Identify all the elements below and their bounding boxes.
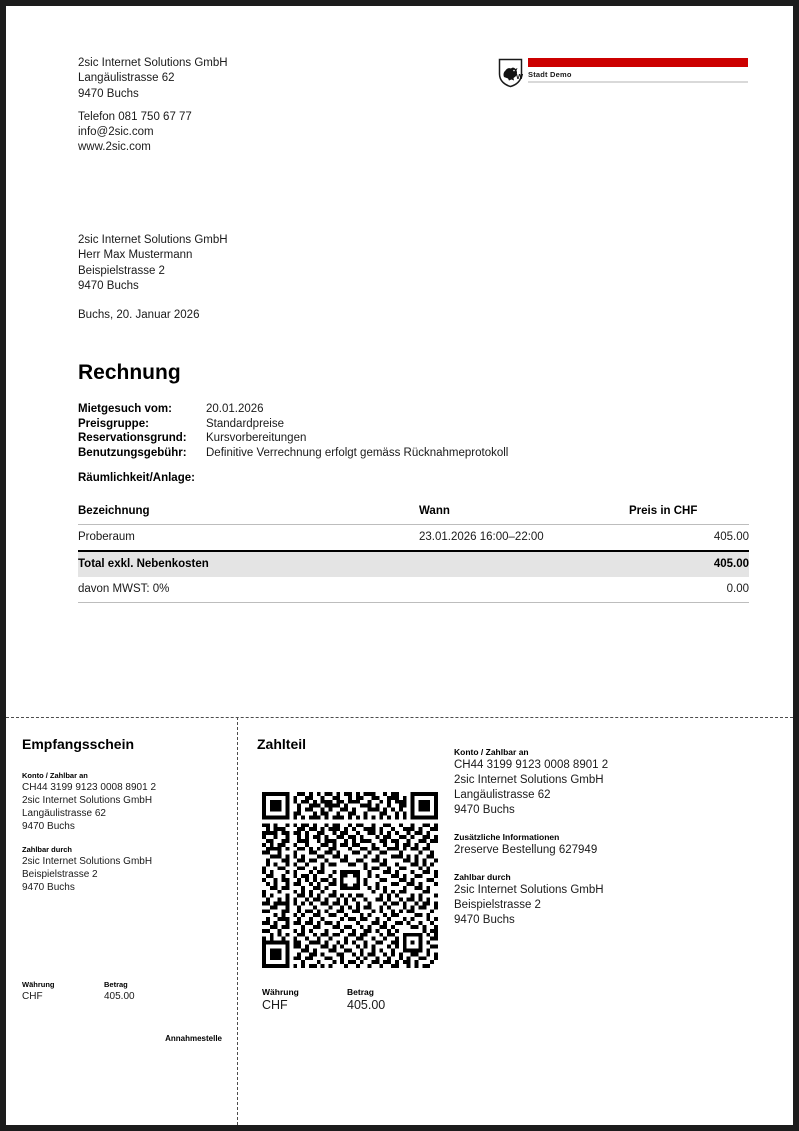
receipt-payable-by-line: Beispielstrasse 2: [22, 869, 98, 880]
receipt-amount-values: [22, 990, 222, 1003]
payment-currency-label: Währung: [262, 987, 299, 997]
sender-website: www.2sic.com: [78, 141, 151, 154]
receipt-amount-labels: [22, 979, 222, 990]
logo-municipality-name: Stadt Demo: [528, 70, 572, 79]
table-total-row: [78, 551, 749, 577]
total-price: 405.00: [629, 551, 749, 577]
meta-row: [78, 417, 508, 432]
header-description: Bezeichnung: [78, 503, 419, 525]
logo-red-bar: [528, 58, 748, 67]
payment-iban: CH44 3199 9123 0008 8901 2: [454, 759, 609, 771]
line-items-table: [78, 503, 749, 603]
payment-amount-section: [262, 986, 512, 1013]
swiss-qr-code-icon: [262, 792, 438, 968]
meta-row: [78, 402, 508, 417]
recipient-line: 9470 Buchs: [78, 279, 139, 292]
receipt-amount-value: 405.00: [104, 991, 135, 1002]
receipt-section: [22, 736, 222, 905]
receipt-amount-label: Betrag: [104, 980, 128, 989]
invoice-page: [6, 6, 793, 1125]
payment-account-line: Langäulistrasse 62: [454, 789, 551, 801]
meta-label: Benutzungsgebühr:: [78, 446, 187, 459]
cell-description: Proberaum: [78, 525, 419, 552]
receipt-account-line: 2sic Internet Solutions GmbH: [22, 795, 153, 806]
receipt-title: Empfangsschein: [22, 736, 135, 752]
page-title: Rechnung: [78, 361, 181, 384]
payment-amount-labels: [262, 986, 512, 998]
vat-label: davon MWST: 0%: [78, 577, 419, 603]
invoice-meta-list: [78, 402, 508, 460]
payment-account-line: 9470 Buchs: [454, 804, 515, 816]
payment-account-block: [454, 746, 754, 818]
payment-payable-by-label: Zahlbar durch: [454, 872, 511, 882]
receipt-currency-value: CHF: [22, 991, 43, 1002]
meta-value: 20.01.2026: [206, 403, 264, 415]
meta-label: Preisgruppe:: [78, 417, 149, 430]
recipient-line: Herr Max Mustermann: [78, 249, 193, 262]
payment-currency-value: CHF: [262, 998, 288, 1012]
header-when: Wann: [419, 503, 629, 525]
logo-gray-rule: [528, 81, 748, 83]
spacer: [78, 102, 228, 110]
receipt-iban: CH44 3199 9123 0008 8901 2: [22, 782, 157, 793]
receipt-account-block: [22, 770, 222, 833]
meta-label: Reservationsgrund:: [78, 432, 187, 445]
cell-when: 23.01.2026 16:00–22:00: [419, 525, 629, 552]
sender-line: 9470 Buchs: [78, 87, 139, 100]
payment-payable-by-line: Beispielstrasse 2: [454, 899, 541, 911]
receipt-account-line: 9470 Buchs: [22, 821, 75, 832]
payment-title: Zahlteil: [257, 736, 307, 752]
logo-bars: [528, 58, 748, 83]
meta-row: [78, 431, 508, 446]
sender-phone: Telefon 081 750 67 77: [78, 110, 192, 123]
payment-account-line: 2sic Internet Solutions GmbH: [454, 774, 604, 786]
meta-value: Standardpreise: [206, 417, 284, 430]
payment-account-label: Konto / Zahlbar an: [454, 747, 529, 757]
vat-price: 0.00: [629, 577, 749, 603]
payment-amount-values: [262, 998, 512, 1013]
receipt-payable-by-label: Zahlbar durch: [22, 845, 73, 854]
recipient-line: 2sic Internet Solutions GmbH: [78, 234, 228, 246]
receipt-currency-label: Währung: [22, 980, 55, 989]
meta-value: Definitive Verrechnung erfolgt gemäss Rücknahmeprotokoll: [206, 446, 509, 459]
meta-row: [78, 446, 508, 461]
receipt-payable-by-block: [22, 844, 222, 894]
payment-additional-label: Zusätzliche Informationen: [454, 832, 560, 842]
facility-section-label: Räumlichkeit/Anlage:: [78, 472, 195, 484]
table-row: [78, 525, 749, 552]
sender-line: Langäulistrasse 62: [78, 72, 175, 85]
payment-additional-value: 2reserve Bestellung 627949: [454, 844, 598, 856]
svg-text:W: W: [516, 72, 523, 81]
sender-line: 2sic Internet Solutions GmbH: [78, 57, 228, 69]
recipient-address-block: [78, 233, 228, 294]
receipt-account-label: Konto / Zahlbar an: [22, 771, 88, 780]
recipient-line: Beispielstrasse 2: [78, 264, 165, 277]
vat-spacer: [419, 577, 629, 603]
receipt-payable-by-line: 9470 Buchs: [22, 882, 75, 893]
qr-code-graphic: [262, 792, 438, 968]
receipt-payable-by-line: 2sic Internet Solutions GmbH: [22, 856, 153, 867]
total-label: Total exkl. Nebenkosten: [78, 551, 419, 577]
payment-additional-info-block: [454, 831, 754, 858]
payment-amount-label: Betrag: [347, 987, 374, 997]
payment-info-column: [454, 746, 754, 941]
vertical-perforation-line: [237, 717, 238, 1125]
meta-label: Mietgesuch vom:: [78, 403, 172, 415]
sender-address-block: [78, 56, 228, 156]
sender-email: info@2sic.com: [78, 126, 154, 139]
total-spacer: [419, 551, 629, 577]
table-vat-row: [78, 577, 749, 603]
municipality-logo: [498, 58, 748, 91]
horizontal-perforation-line: [6, 717, 793, 718]
payment-payable-by-line: 2sic Internet Solutions GmbH: [454, 884, 604, 896]
cell-price: 405.00: [629, 525, 749, 552]
place-and-date: Buchs, 20. Januar 2026: [78, 309, 200, 321]
header-price: Preis in CHF: [629, 503, 749, 525]
receipt-amount-section: [22, 979, 222, 1003]
acceptance-point-label: Annahmestelle: [165, 1034, 222, 1043]
payment-payable-by-block: [454, 871, 754, 928]
payment-amount-value: 405.00: [347, 998, 386, 1012]
receipt-account-line: Langäulistrasse 62: [22, 808, 106, 819]
coat-of-arms-bear-shield-icon: [498, 58, 523, 88]
payment-payable-by-line: 9470 Buchs: [454, 914, 515, 926]
table-header-row: [78, 503, 749, 525]
meta-value: Kursvorbereitungen: [206, 432, 307, 445]
